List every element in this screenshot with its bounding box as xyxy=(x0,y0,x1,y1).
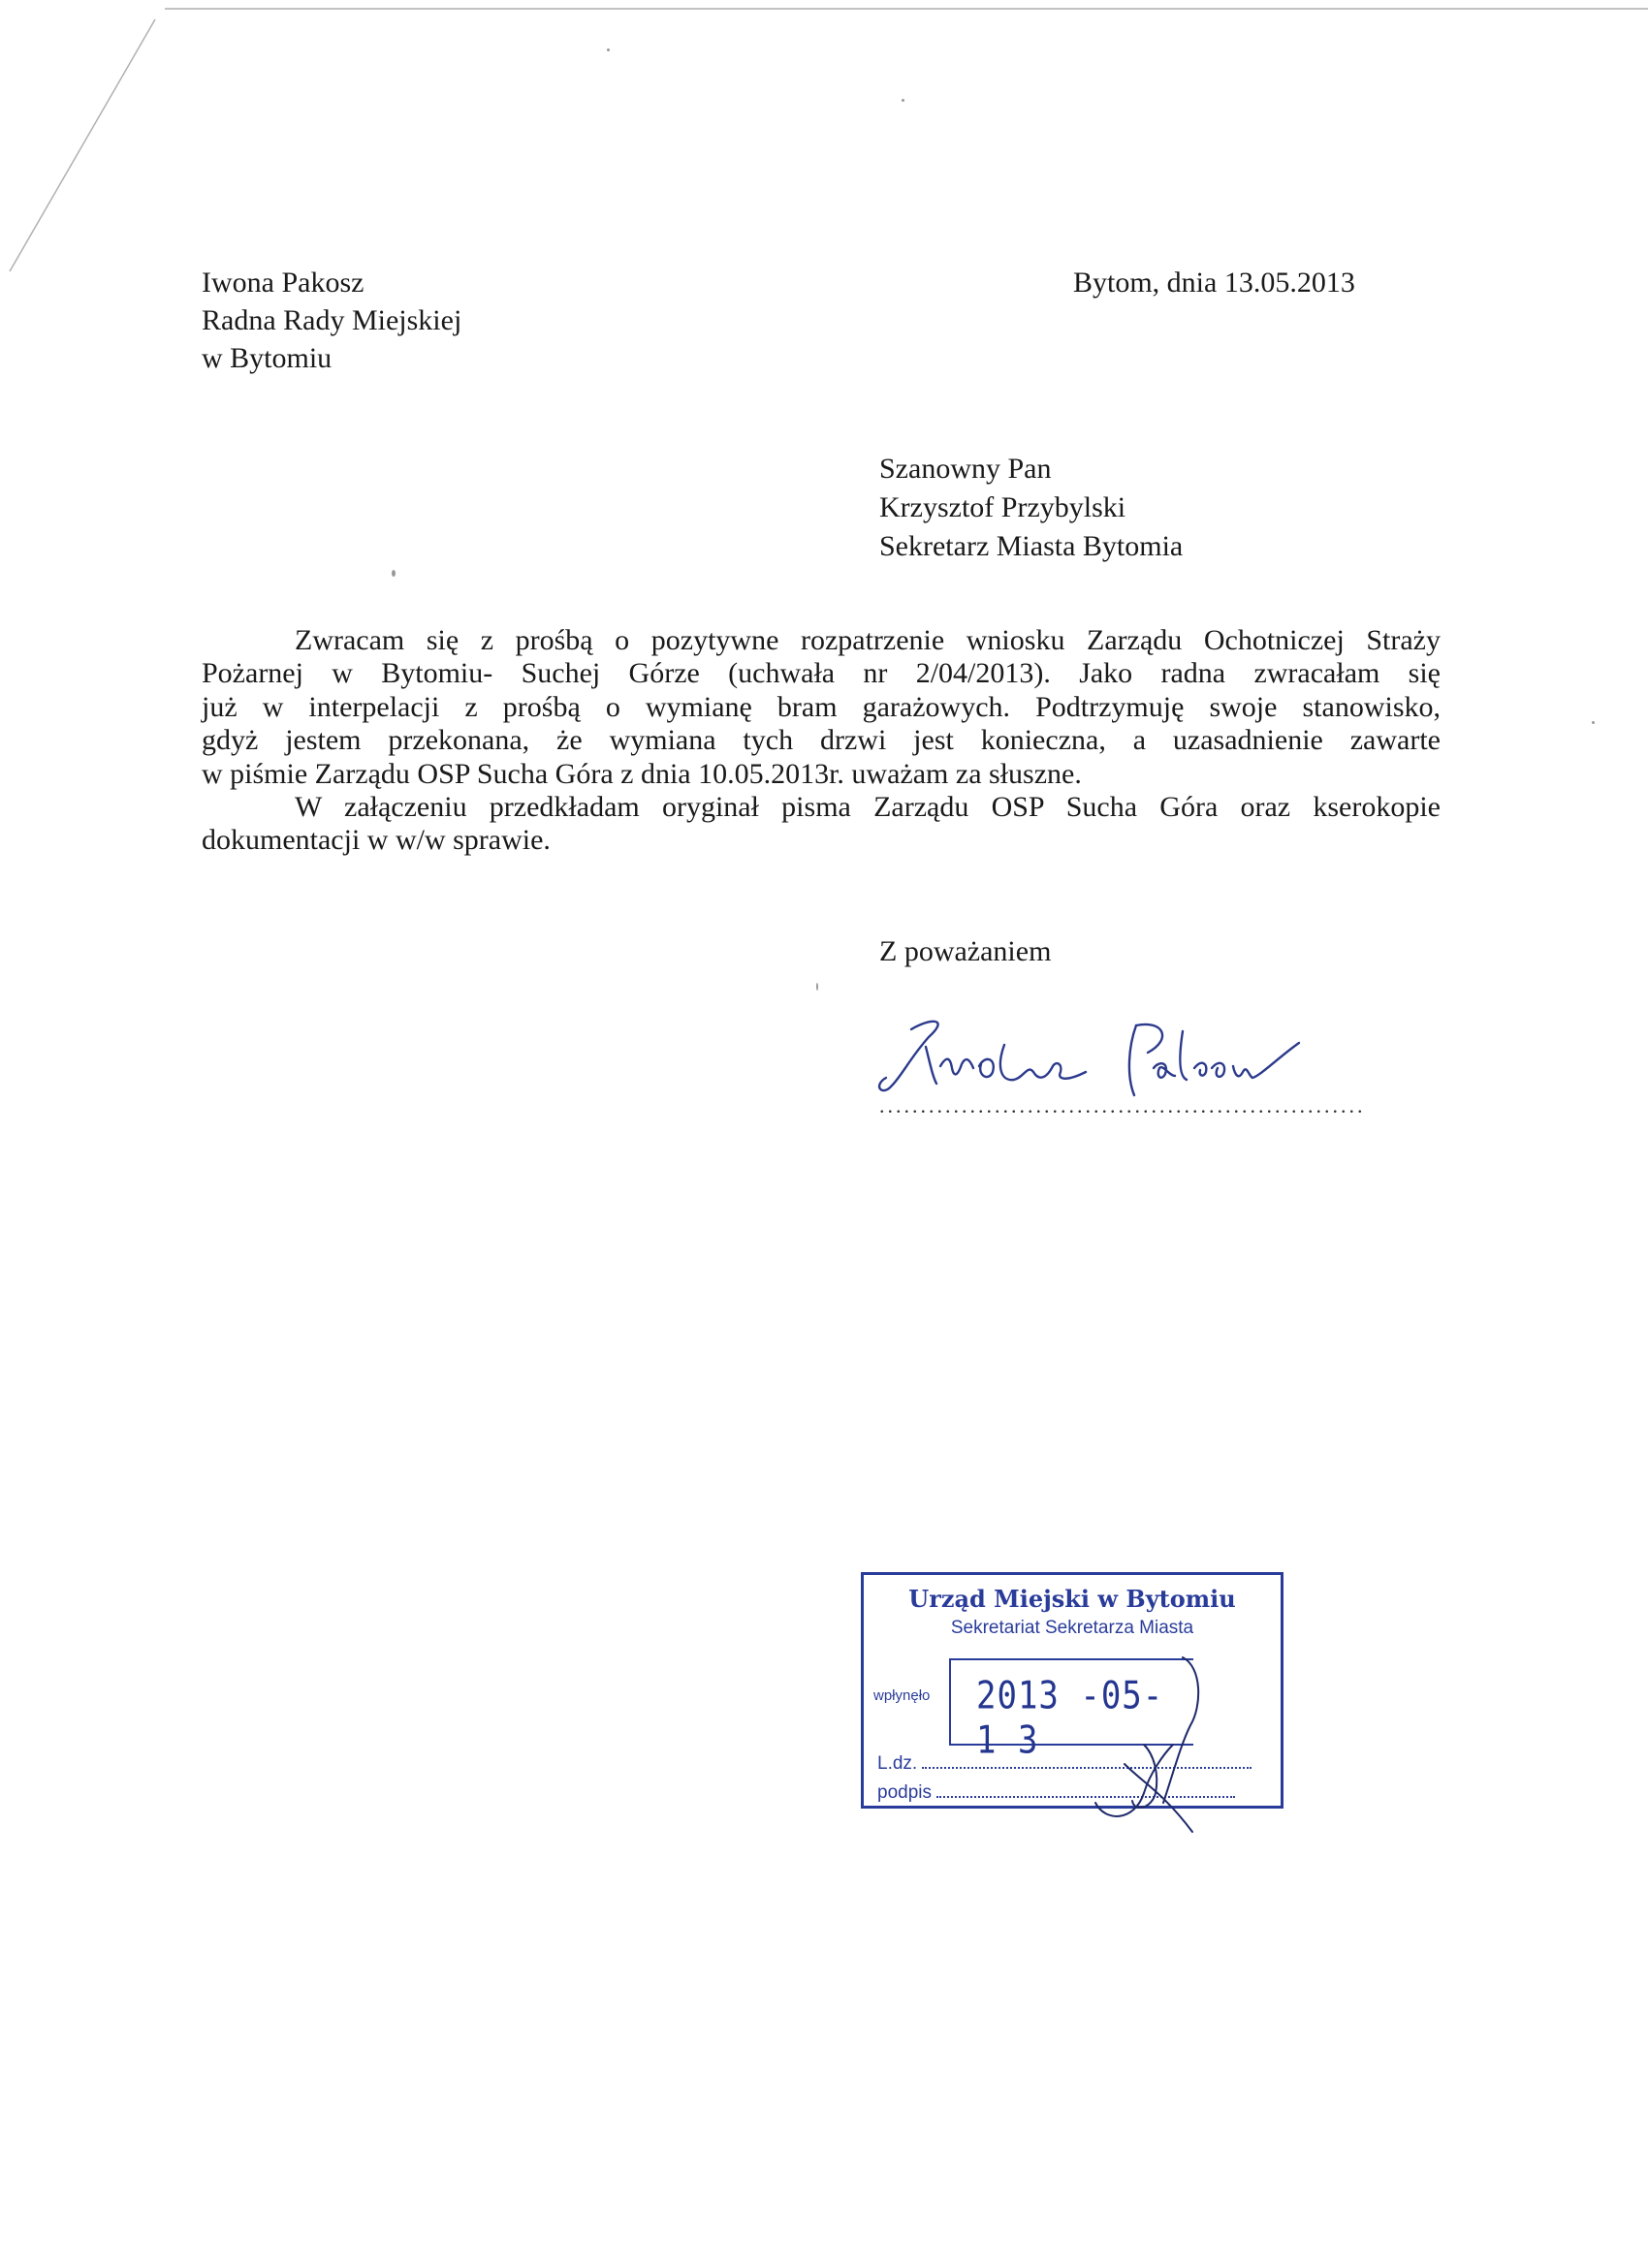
scan-top-edge xyxy=(165,8,1648,10)
signature-dotted-line: ........................................................... xyxy=(879,1093,1366,1118)
scan-speck xyxy=(816,983,818,991)
recipient-name: Krzysztof Przybylski xyxy=(879,491,1126,523)
body-line: dokumentacji w w/w sprawie. xyxy=(202,824,551,857)
stamp-received-label: wpłynęło xyxy=(873,1687,931,1704)
recipient-salutation: Szanowny Pan xyxy=(879,453,1052,485)
scan-speck xyxy=(902,99,904,102)
stamp-ldz-label: L.dz. xyxy=(877,1753,918,1774)
recipient-block xyxy=(879,450,1183,566)
sender-role: Radna Rady Miejskiej xyxy=(202,304,462,336)
letter-date: Bytom, dnia 13.05.2013 xyxy=(1073,267,1355,299)
sender-name: Iwona Pakosz xyxy=(202,267,364,299)
body-line: gdyż jestem przekonana, że wymiana tych drzwi jest konieczna, a uzasadnienie zawarte xyxy=(202,724,1441,757)
scan-speck xyxy=(607,48,610,51)
closing-phrase: Z poważaniem xyxy=(879,935,1052,967)
stamp-subtitle: Sekretariat Sekretarza Miasta xyxy=(950,1618,1194,1638)
sender-city: w Bytomiu xyxy=(202,342,333,374)
stamp-signature-scribble xyxy=(1066,1638,1241,1842)
stamp-signature-label: podpis xyxy=(877,1782,932,1803)
scan-speck xyxy=(392,570,396,577)
scan-corner-shadow xyxy=(0,0,194,291)
body-line: Pożarnej w Bytomiu- Suchej Górze (uchwała nr 2/04/2013). Jako radna zwracałam się xyxy=(202,657,1441,690)
stamp-title: Urząd Miejski w Bytomiu xyxy=(908,1585,1236,1613)
body-line: w piśmie Zarządu OSP Sucha Góra z dnia 10.05.2013r. uważam za słuszne. xyxy=(202,757,1082,790)
body-line: W załączeniu przedkładam oryginał pisma Zarządu OSP Sucha Góra oraz kserokopie xyxy=(295,791,1441,824)
letter-body xyxy=(202,624,1441,858)
handwritten-signature xyxy=(872,1008,1377,1105)
stamp-received-date: 2013 -05- 1 3 xyxy=(976,1674,1164,1763)
body-line: już w interpelacji z prośbą o wymianę bram garażowych. Podtrzymuję swoje stanowisko, xyxy=(202,690,1441,723)
scan-speck xyxy=(1592,721,1595,724)
body-line: Zwracam się z prośbą o pozytywne rozpatrzenie wniosku Zarządu Ochotniczej Straży xyxy=(295,624,1441,656)
sender-block xyxy=(202,264,461,377)
recipient-title: Sekretarz Miasta Bytomia xyxy=(879,530,1184,562)
